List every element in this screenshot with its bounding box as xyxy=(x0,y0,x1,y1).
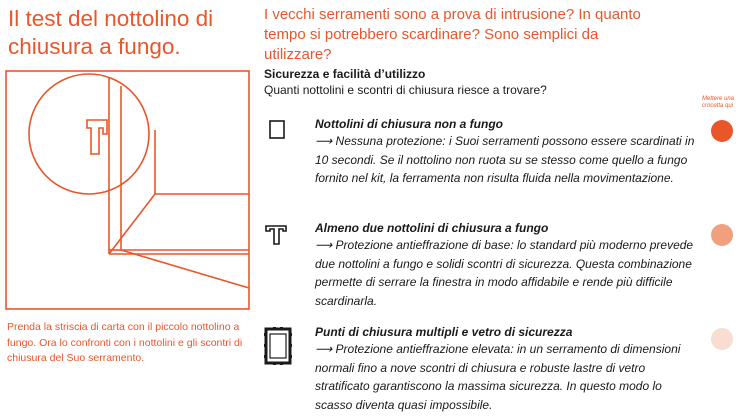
rating-hint: Mettere una crocetta qui xyxy=(702,96,735,109)
option-title: Punti di chiusura multipli e vetro di sicurezza xyxy=(315,325,573,339)
option-description: ⟶ Nessuna protezione: i Suoi serramenti possono essere scardinati in 10 secondi. Se il nottolino non ruota su se stesso come quello a fungo fornito nel kit, la ferramenta non risulta fluida nella movimentazione. xyxy=(315,134,695,185)
instruction-caption: Prenda la striscia di carta con il piccolo nottolino a fungo. Ora lo confronti con i nottolini e gli scontri di chiusura del Suo serramento. xyxy=(7,321,243,364)
option-description: ⟶ Protezione antieffrazione di base: lo standard più moderno prevede due nottolini a fungo e solidi scontri di sicurezza. Questa combinazione permette di serrare la finestra in modo affidabile e rende più difficile scardinarla. xyxy=(315,238,694,308)
multipoint-lock-icon xyxy=(264,326,296,366)
rating-dot-basic[interactable] xyxy=(711,224,733,246)
option-description: ⟶ Protezione antieffrazione elevata: in un serramento di dimensioni normali fino a nove scontri di chiusura e robuste lastre di vetro stratificato garantiscono la massima sicurezza. In questo modo lo scasso diventa quasi impossibile. xyxy=(315,342,681,412)
intro-question: I vecchi serramenti sono a prova di intrusione? In quanto tempo si potrebbero scardinare? Sono semplici da utilizzare? xyxy=(264,6,641,63)
option-title: Almeno due nottolini di chiusura a fungo xyxy=(315,221,549,235)
section-question: Quanti nottolini e scontri di chiusura riesce a trovare? xyxy=(264,83,547,97)
mushroom-bolt-icon xyxy=(264,222,296,254)
plain-bolt-icon xyxy=(264,118,296,150)
option-title: Nottolini di chiusura non a fungo xyxy=(315,117,503,131)
magnifier-circle xyxy=(29,74,149,194)
rating-dot-high[interactable] xyxy=(711,328,733,350)
rating-dot-none[interactable] xyxy=(711,120,733,142)
page-title: Il test del nottolino di chiusura a fungo. xyxy=(8,6,214,59)
section-title: Sicurezza e facilità d’utilizzo xyxy=(264,67,426,81)
window-lock-illustration xyxy=(5,70,250,310)
